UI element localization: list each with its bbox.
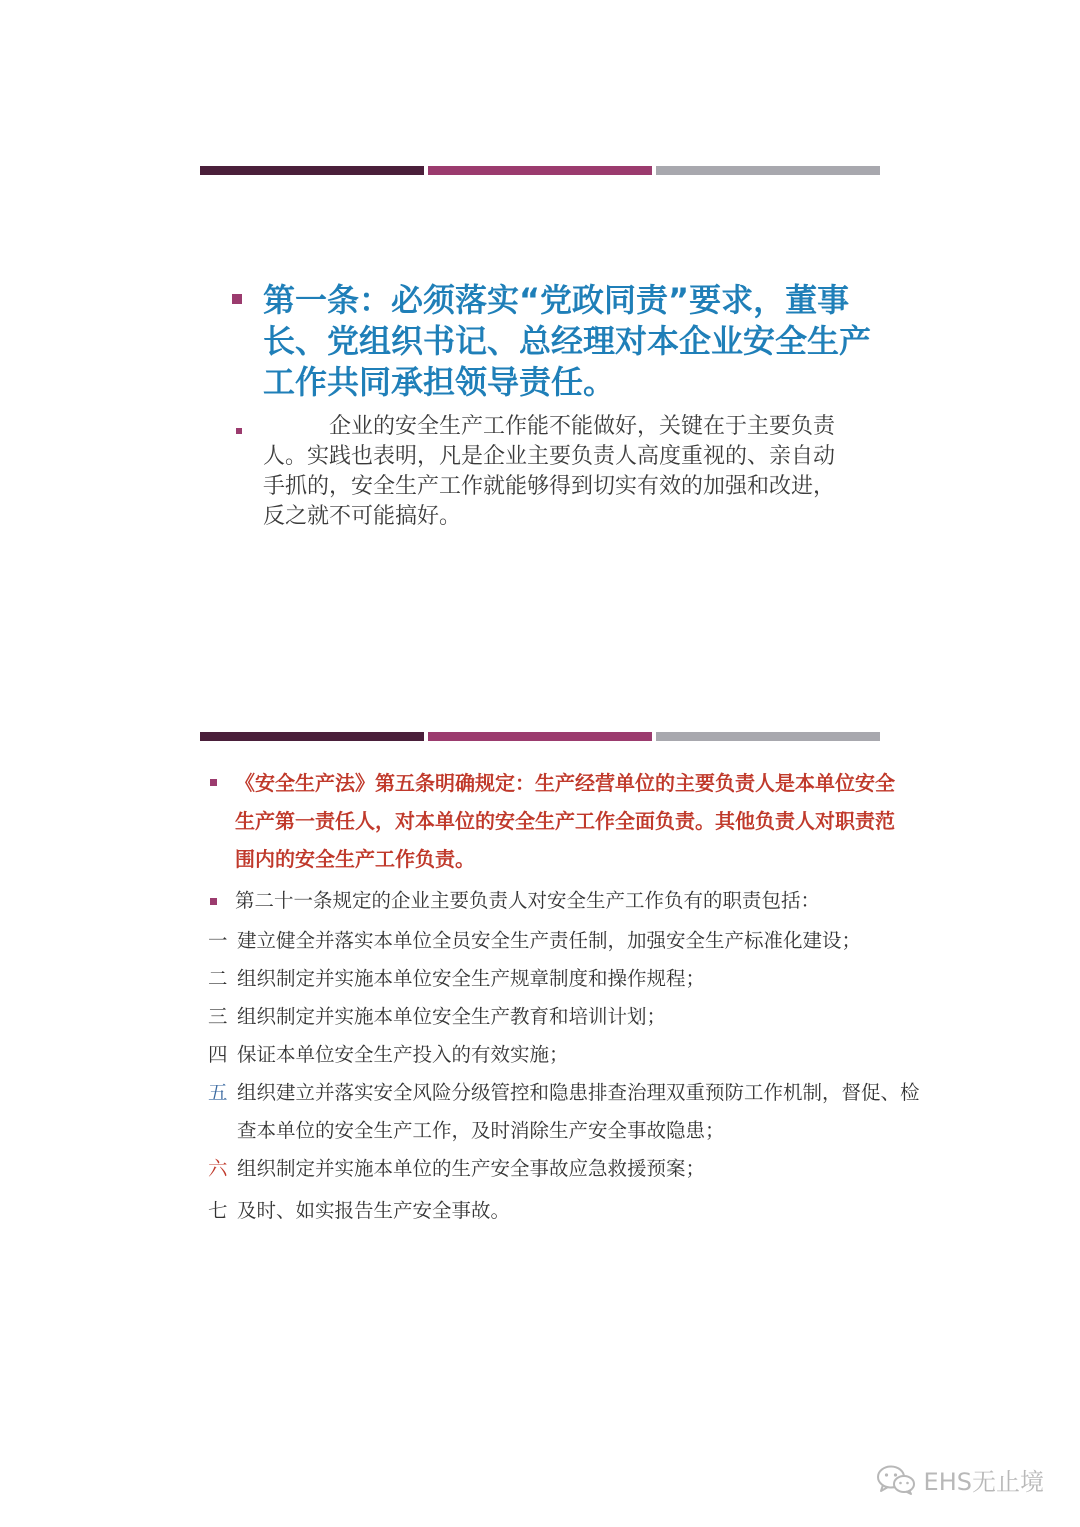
duty-number: 六 <box>208 1157 228 1180</box>
duties-intro <box>208 885 908 917</box>
duty-number: 四 <box>208 1043 228 1066</box>
slide1-heading-text: 第一条：必须落实“党政同责”要求，董事长、党组织书记、总经理对本企业安全生产工作共同承担领导责任。 <box>263 281 872 401</box>
duty-text: 组织制定并实施本单位安全生产规章制度和操作规程； <box>237 967 706 990</box>
list-item <box>208 1192 928 1230</box>
duty-number: 一 <box>208 929 228 952</box>
square-bullet-icon <box>236 428 242 434</box>
watermark-text: EHS无止境 <box>923 1468 1044 1496</box>
square-bullet-icon <box>210 779 217 786</box>
duties-intro-text: 第二十一条规定的企业主要负责人对安全生产工作负有的职责包括： <box>235 889 821 912</box>
decorative-bar-top <box>200 166 880 175</box>
bar-segment-mid <box>428 166 652 175</box>
slide1-body-text: 企业的安全生产工作能不能做好，关键在于主要负责人。实践也表明，凡是企业主要负责人高度重视的、亲自动手抓的，安全生产工作就能够得到切实有效的加强和改进，反之就不可能搞好。 <box>263 414 836 529</box>
bar-segment-gray <box>656 166 880 175</box>
duty-text: 及时、如实报告生产安全事故。 <box>237 1199 511 1222</box>
square-bullet-icon <box>210 898 217 905</box>
slide1-body <box>232 412 852 532</box>
duty-number: 二 <box>208 967 228 990</box>
bar-segment-dark <box>200 166 424 175</box>
list-item <box>208 922 928 960</box>
duty-text: 保证本单位安全生产投入的有效实施； <box>237 1043 569 1066</box>
bar-segment-gray <box>656 732 880 741</box>
wechat-icon <box>876 1464 916 1496</box>
slide1-heading <box>232 280 872 403</box>
duty-number: 七 <box>208 1199 228 1222</box>
watermark <box>876 1462 1044 1497</box>
list-item <box>208 1074 928 1150</box>
list-item <box>208 960 928 998</box>
duty-text: 组织制定并实施本单位的生产安全事故应急救援预案； <box>237 1157 706 1180</box>
duties-list <box>208 922 928 1230</box>
square-bullet-icon <box>232 294 242 304</box>
law-quote-text: 《安全生产法》第五条明确规定：生产经营单位的主要负责人是本单位安全生产第一责任人，对本单位的安全生产工作全面负责。其他负责人对职责范围内的安全生产工作负责。 <box>235 771 895 871</box>
duty-text: 组织制定并实施本单位安全生产教育和培训计划； <box>237 1005 667 1028</box>
bar-segment-dark <box>200 732 424 741</box>
duty-text: 建立健全并落实本单位全员安全生产责任制，加强安全生产标准化建设； <box>237 929 862 952</box>
list-item <box>208 1036 928 1074</box>
duty-number: 三 <box>208 1005 228 1028</box>
decorative-bar-middle <box>200 732 880 741</box>
law-quote <box>208 764 898 878</box>
duty-text: 组织建立并落实安全风险分级管控和隐患排查治理双重预防工作机制，督促、检查本单位的安全生产工作，及时消除生产安全事故隐患； <box>237 1081 920 1142</box>
list-item <box>208 998 928 1036</box>
list-item <box>208 1150 928 1188</box>
duty-number: 五 <box>208 1081 228 1104</box>
bar-segment-mid <box>428 732 652 741</box>
